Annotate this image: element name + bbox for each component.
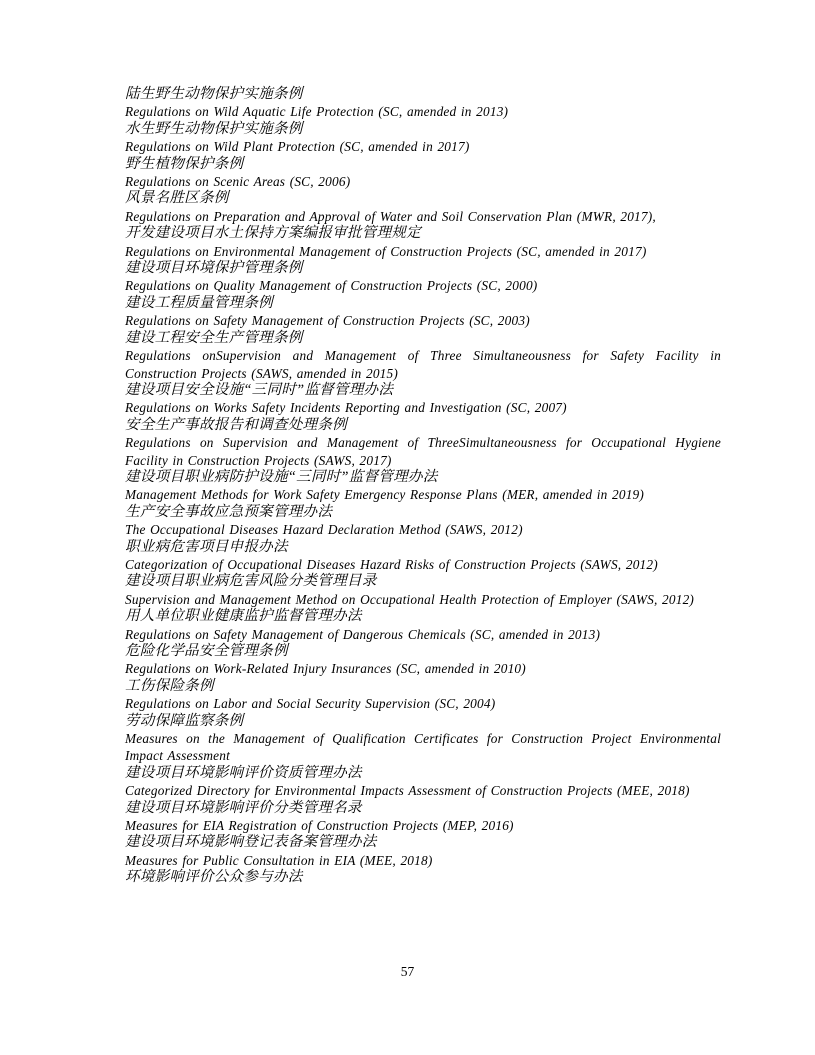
document-paragraph: Regulations on Environmental Management of Construction Projects (SC, amended in 2017) bbox=[125, 243, 647, 259]
document-paragraph: Regulations on Quality Management of Construction Projects (SC, 2000) bbox=[125, 278, 538, 294]
document-paragraph: 建设项目环境影响评价资质管理办法 bbox=[125, 764, 362, 781]
document-paragraph: Regulations on Work-Related Injury Insurances (SC, amended in 2010) bbox=[125, 661, 526, 677]
document-paragraph: 建设项目环境保护管理条例 bbox=[125, 260, 303, 277]
document-paragraph: Measures on the Management of Qualification Certificates for Construction Project Environmental Impact Assessment bbox=[125, 731, 721, 764]
document-paragraph: Regulations on Scenic Areas (SC, 2006) bbox=[125, 174, 351, 190]
document-paragraph: Regulations onSupervision and Management of Three Simultaneousness for Safety Facility in Construction Projects (SAWS, amended in 2015) bbox=[125, 348, 721, 381]
document-paragraph: 建设项目职业病危害风险分类管理目录 bbox=[125, 573, 377, 590]
document-paragraph: Regulations on Labor and Social Security Supervision (SC, 2004) bbox=[125, 696, 496, 712]
document-paragraph: Regulations on Supervision and Management of ThreeSimultaneousness for Occupational Hygiene Facility in Construction Projects (SAWS, 2017) bbox=[125, 435, 721, 468]
document-paragraph: Regulations on Wild Aquatic Life Protection (SC, amended in 2013) bbox=[125, 104, 509, 120]
document-paragraph: 建设工程安全生产管理条例 bbox=[125, 329, 303, 346]
document-paragraph: Regulations on Works Safety Incidents Reporting and Investigation (SC, 2007) bbox=[125, 400, 567, 416]
document-paragraph: 水生野生动物保护实施条例 bbox=[125, 120, 303, 137]
document-paragraph: Regulations on Safety Management of Construction Projects (SC, 2003) bbox=[125, 313, 530, 329]
document-paragraph: 野生植物保护条例 bbox=[125, 155, 244, 172]
document-paragraph: Regulations on Safety Management of Dangerous Chemicals (SC, amended in 2013) bbox=[125, 626, 601, 642]
document-paragraph: 环境影响评价公众参与办法 bbox=[125, 869, 303, 886]
document-paragraph: 建设项目环境影响评价分类管理名录 bbox=[125, 799, 362, 816]
document-paragraph: Management Methods for Work Safety Emergency Response Plans (MER, amended in 2019) bbox=[125, 487, 645, 503]
document-paragraph: 建设项目环境影响登记表备案管理办法 bbox=[125, 834, 377, 851]
document-paragraph: 风景名胜区条例 bbox=[125, 190, 229, 207]
document-paragraph: Measures for Public Consultation in EIA (MEE, 2018) bbox=[125, 852, 433, 868]
document-paragraph: Supervision and Management Method on Occupational Health Protection of Employer (SAWS, 2012) bbox=[125, 591, 695, 607]
document-paragraph: 工伤保险条例 bbox=[125, 677, 214, 694]
document-paragraph: Regulations on Wild Plant Protection (SC, amended in 2017) bbox=[125, 139, 470, 155]
document-paragraph: 职业病危害项目申报办法 bbox=[125, 538, 288, 555]
document-paragraph: 陆生野生动物保护实施条例 bbox=[125, 86, 303, 102]
document-paragraph: 劳动保障监察条例 bbox=[125, 712, 244, 729]
page-number: 57 bbox=[400, 964, 415, 979]
document-paragraph: Regulations on Preparation and Approval of Water and Soil Conservation Plan (MWR, 2017), bbox=[125, 208, 656, 224]
document-paragraph: 建设工程质量管理条例 bbox=[125, 294, 273, 311]
document-paragraph: Categorized Directory for Environmental Impacts Assessment of Construction Projects (MEE, 2018) bbox=[125, 783, 690, 799]
document-paragraph: 建设项目职业病防护设施“三同时”监督管理办法 bbox=[125, 468, 438, 485]
document-paragraph: 危险化学品安全管理条例 bbox=[125, 643, 288, 659]
document-paragraph: Measures for EIA Registration of Construction Projects (MEP, 2016) bbox=[125, 818, 514, 834]
document-paragraph: The Occupational Diseases Hazard Declaration Method (SAWS, 2012) bbox=[125, 522, 523, 538]
document-body bbox=[125, 86, 721, 887]
document-paragraph: 安全生产事故报告和调查处理条例 bbox=[125, 416, 347, 433]
document-paragraph: 建设项目安全设施“三同时”监督管理办法 bbox=[125, 381, 394, 398]
document-paragraph: 生产安全事故应急预案管理办法 bbox=[125, 503, 333, 520]
document-paragraph: Categorization of Occupational Diseases Hazard Risks of Construction Projects (SAWS, 2012) bbox=[125, 556, 658, 572]
document-paragraph: 开发建设项目水土保持方案编报审批管理规定 bbox=[125, 225, 421, 242]
document-paragraph: 用人单位职业健康监护监督管理办法 bbox=[125, 608, 362, 625]
